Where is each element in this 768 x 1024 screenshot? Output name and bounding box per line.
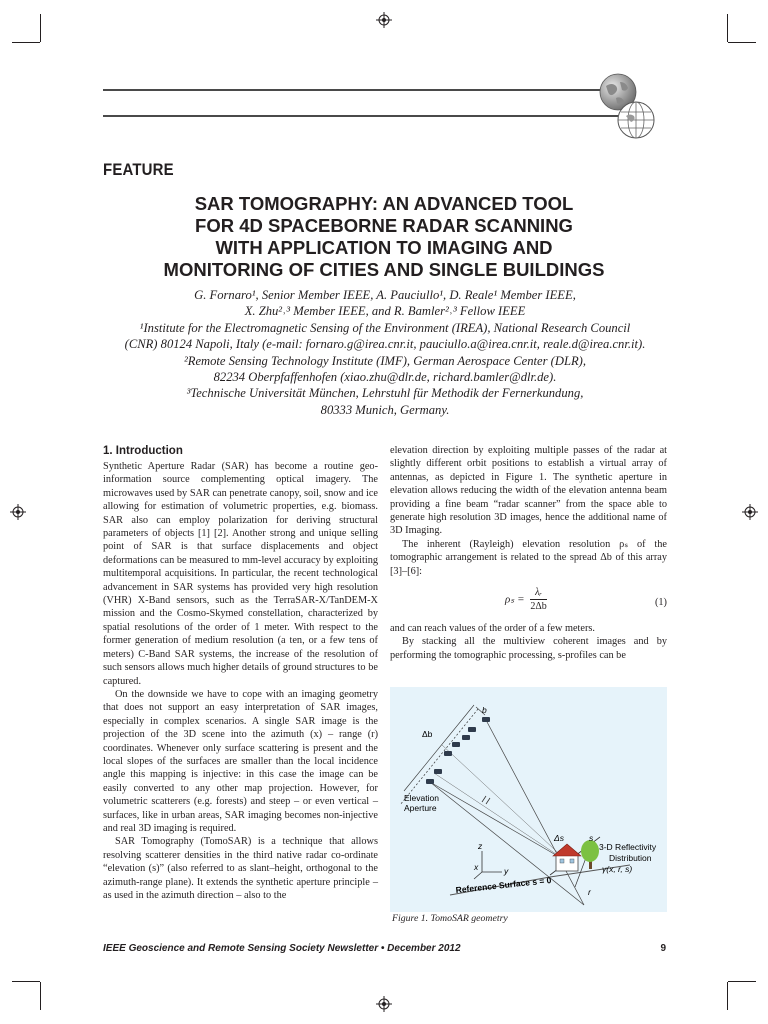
figure-label-gamma: γ(x, r, s) [602, 864, 633, 874]
figure-label-y: y [504, 866, 509, 876]
satellite-icon [444, 751, 452, 756]
footer-page-number: 9 [660, 943, 666, 954]
satellite-icon [426, 779, 434, 784]
paragraph: On the downside we have to cope with an imaging geometry that does not support an easy interpretation of SAR images, especially in complex scenarios. A single SAR image is the projection of the 3D scene into the azimuth (x) – range (r) coordinates. Whenever only surface scattering is present and the local slopes of the surfaces are smaller than the local incidence angle this mapping is injective: in this case the image can be easily converted to any other map projection. However, for volumetric scatterers (e.g. forests) and steep – or even vertical – surfaces, like in urban areas, SAR imaging becomes non-injective and real 3D imaging is required. [103, 688, 378, 834]
satellite-icon [434, 769, 442, 774]
figure-diagram [390, 687, 667, 912]
orbit-dashed-line [400, 709, 478, 805]
paragraph: SAR Tomography (TomoSAR) is a technique that allows resolving scatterer densities in the third native radar co-ordinate “elevation (s)” (also referred to as slant–height, orthogonal to the azimuth-range plane). It extends the synthetic aperture principle – as used in the azimuth direction – also to the [103, 836, 378, 901]
figure-label-r: r [588, 887, 591, 897]
satellite-icon [482, 717, 490, 722]
satellite-icons [426, 717, 490, 784]
equation [390, 584, 667, 618]
affiliation-line: 82234 Oberpfaffenhofen (xiao.zhu@dlr.de, richard.bamler@dlr.de). [213, 370, 557, 385]
figure-caption: Figure 1. TomoSAR geometry [392, 913, 508, 924]
equation-numerator: λᵣ [530, 586, 546, 600]
registration-mark-icon [376, 12, 392, 28]
affiliation-line: (CNR) 80124 Napoli, Italy (e-mail: fornaro.g@irea.cnr.it, pauciullo.a@irea.cnr.it, reale.d@irea.cnr.it). [124, 337, 646, 352]
crop-mark [40, 982, 41, 1010]
figure-label-distribution: Distribution [609, 853, 652, 863]
registration-mark-icon [10, 504, 26, 520]
author-line: X. Zhu²˒³ Member IEEE, and R. Bamler²˒³ Fellow IEEE [244, 304, 526, 319]
title-line: WITH APPLICATION TO IMAGING AND [215, 237, 553, 258]
affiliation-line: ³Technische Universität München, Lehrstuhl für Methodik der Fernerkundung, [186, 386, 584, 401]
figure-label-delta-s: Δs [554, 833, 564, 843]
affiliation-line: 80333 Munich, Germany. [320, 402, 450, 417]
equation-number: (1) [654, 597, 667, 609]
figure-label-x: x [474, 862, 479, 872]
paragraph: The inherent (Rayleigh) elevation resolution ρₛ of the tomographic arrangement is related to the spread Δb of this array [3]–[6]: [390, 538, 667, 577]
title-line: MONITORING OF CITIES AND SINGLE BUILDINGS [163, 259, 605, 280]
figure-label-elevation: Elevation [404, 793, 439, 803]
crop-mark [728, 981, 756, 982]
left-column [103, 444, 378, 902]
satellite-icon [468, 727, 476, 732]
title-line: SAR TOMOGRAPHY: AN ADVANCED TOOL [194, 193, 574, 214]
figure-label-b: b [482, 705, 487, 715]
crop-mark [12, 42, 40, 43]
section-label: FEATURE [103, 160, 174, 179]
beam-line [434, 773, 568, 862]
header-rule-top [103, 89, 603, 91]
satellite-icon [452, 742, 460, 747]
paragraph: and can reach values of the order of a few meters. [390, 623, 595, 635]
satellite-icon [462, 735, 470, 740]
crop-mark [728, 42, 756, 43]
registration-mark-icon [742, 504, 758, 520]
equation-lhs: ρₛ = [505, 593, 525, 606]
figure-label-reflectivity: 3-D Reflectivity [599, 842, 657, 852]
equation-denominator: 2Δb [530, 601, 547, 613]
article-title [103, 193, 665, 281]
paragraph: By stacking all the multiview coherent images and by performing the tomographic processing, s-profiles can be [390, 636, 667, 661]
crop-mark [727, 982, 728, 1010]
crop-mark [12, 981, 40, 982]
figure-tomosar-geometry [390, 687, 667, 912]
footer-journal: IEEE Geoscience and Remote Sensing Society Newsletter • December 2012 [103, 943, 461, 954]
house-icon [553, 844, 581, 871]
paragraph: Synthetic Aperture Radar (SAR) has become a routine geo-information source complementing optical imagery. The microwaves used by SAR can penetrate canopy, soil, snow and ice allowing for estimation of volumetric properties, e.g. biomass. SAR also can employ polarization for deriving structural parameters of objects [1] [2]. Another strong and unique selling point of SAR is that surface displacements and object deformations can be measured to mm-level accuracy by exploiting multitemporal acquisitions. In particular, the recent technological advancement in SAR systems has provided very high resolution (VHR) X-Band sensors, such as the TerraSAR-X/TanDEM-X mission and the Cosmo-Skymed constellation, characterized by spatial resolutions of the order of 1 meter. With respect to the former generation of medium resolution (a ten, or a few tens of meters) C-Band SAR systems, the increase of the resolution of such sensors allows much higher details of ground structures to be captured. [103, 461, 378, 687]
author-line: G. Fornaro¹, Senior Member IEEE, A. Pauciullo¹, D. Reale¹ Member IEEE, [194, 288, 576, 302]
break-mark [482, 796, 490, 804]
figure-label-z: z [478, 841, 483, 851]
affiliation-line: ¹Institute for the Electromagnetic Sensing of the Environment (IREA), National Research Council [139, 320, 631, 335]
crop-mark [40, 14, 41, 42]
figure-label-aperture: Aperture [404, 803, 437, 813]
author-block [90, 287, 680, 418]
delta-b-line [404, 705, 474, 791]
right-column [390, 444, 667, 662]
equation-body [505, 586, 547, 614]
title-line: FOR 4D SPACEBORNE RADAR SCANNING [195, 215, 573, 236]
beam-line [442, 745, 568, 862]
registration-mark-icon [376, 996, 392, 1012]
paragraph: elevation direction by exploiting multiple passes of the radar at slightly different orbit positions to establish a virtual array of antennas, as depicted in Figure 1. The synthetic aperture in elevation allows reducing the width of the elevation antenna beam providing a fine beam “radar scanner” from the space able to generate high resolution 3D images, hence the additional name of 3D Imaging. [390, 445, 667, 537]
figure-label-delta-b: Δb [422, 729, 433, 739]
figure-label-reference-surface: Reference Surface s = 0 [455, 874, 552, 895]
beam-line [430, 782, 568, 862]
crop-mark [727, 14, 728, 42]
globe-grid-icon [616, 100, 656, 140]
affiliation-line: ²Remote Sensing Technology Institute (IMF), German Aerospace Center (DLR), [183, 353, 587, 368]
header-rule-bottom [103, 115, 618, 117]
section-heading: 1. Introduction [103, 445, 183, 457]
figure-label-s: s [589, 833, 594, 843]
x-axis [474, 872, 482, 879]
